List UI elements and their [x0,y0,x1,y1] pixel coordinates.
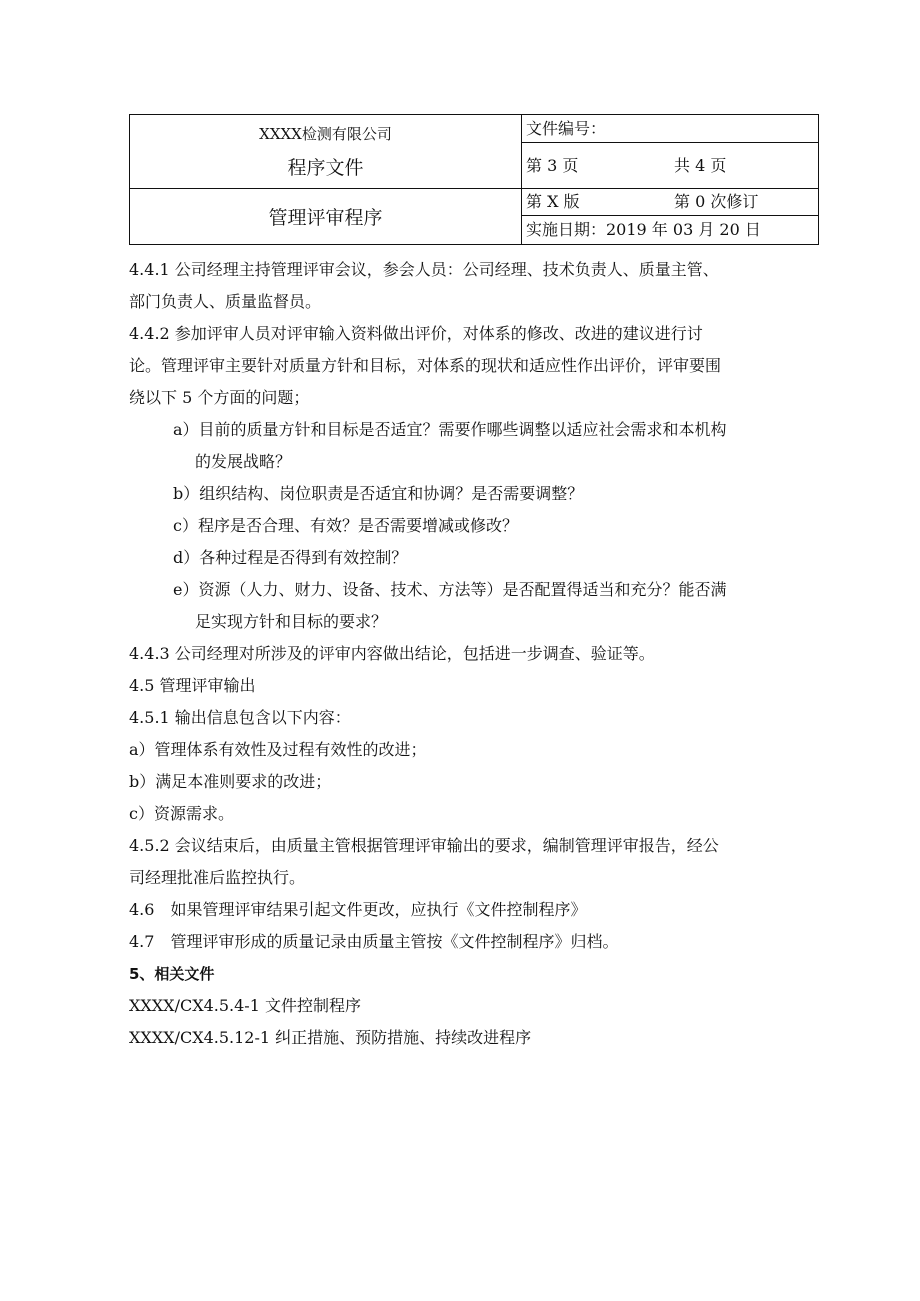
version-cell [522,189,819,245]
page-number: 第 3 页 [526,155,579,175]
section-4-5-heading: 4.5 管理评审输出 [129,676,256,695]
para-4-4-3: 4.4.3 公司经理对所涉及的评审内容做出结论，包括进一步调查、验证等。 [129,644,655,663]
item-e-line2: 足实现方针和目标的要求？ [195,612,388,631]
document-body [129,254,819,1054]
revision-label: 第 0 次修订 [674,192,759,211]
item-e-line1: e）资源（人力、财力、设备、技术、方法等）是否配置得适当和充分？能否满 [173,580,727,599]
total-pages: 共 4 页 [674,155,727,175]
company-doctype-cell [130,115,522,189]
para-4-4-1-line1: 4.4.1 公司经理主持管理评审会议，参会人员：公司经理、技术负责人、质量主管、 [129,260,719,279]
item-a-line1: a）目前的质量方针和目标是否适宜？需要作哪些调整以适应社会需求和本机构 [173,420,727,439]
company-name: XXXX检测有限公司 [259,124,392,143]
para-4-4-2-line3: 绕以下 5 个方面的问题； [129,388,310,407]
para-4-6-number: 4.6 [129,900,155,919]
item-c: c）程序是否合理、有效？是否需要增减或修改？ [173,516,518,535]
output-item-c: c）资源需求。 [129,804,234,823]
output-item-b: b）满足本准则要求的改进； [129,772,332,791]
para-4-5-2-line1: 4.5.2 会议结束后，由质量主管根据管理评审输出的要求，编制管理评审报告，经公 [129,836,719,855]
item-b: b）组织结构、岗位职责是否适宜和协调？是否需要调整？ [173,484,584,503]
para-4-7 [129,926,819,958]
doc-info-cell [522,115,819,189]
version-row [526,189,818,215]
para-4-4-2-line2: 论。管理评审主要针对质量方针和目标，对体系的现状和适应性作出评价，评审要围 [129,356,722,375]
output-item-a: a）管理体系有效性及过程有效性的改进； [129,740,427,759]
related-doc-1: XXXX/CX4.5.4-1 文件控制程序 [129,996,361,1015]
para-4-5-2-line2: 司经理批准后监控执行。 [129,868,306,887]
section-5-heading: 5、相关文件 [129,965,215,983]
document-title: 管理评审程序 [130,189,522,245]
related-doc-2: XXXX/CX4.5.12-1 纠正措施、预防措施、持续改进程序 [129,1028,532,1047]
para-4-6-text: 如果管理评审结果引起文件更改，应执行《文件控制程序》 [170,900,587,919]
para-4-4-2-line1: 4.4.2 参加评审人员对评审输入资料做出评价，对体系的修改、改进的建议进行讨 [129,324,703,343]
doc-number-label: 文件编号： [526,119,607,138]
document-header-table [129,114,819,245]
effective-date: 实施日期：2019 年 03 月 20 日 [522,215,818,244]
item-a-line2: 的发展战略？ [195,452,292,471]
para-4-7-number: 4.7 [129,932,155,951]
version-label: 第 X 版 [526,192,580,211]
para-4-5-1: 4.5.1 输出信息包含以下内容： [129,708,351,727]
para-4-7-text: 管理评审形成的质量记录由质量主管按《文件控制程序》归档。 [170,932,619,951]
item-d: d）各种过程是否得到有效控制？ [173,548,408,567]
document-type: 程序文件 [287,156,364,179]
para-4-6 [129,894,819,926]
page-info-row [522,142,818,188]
para-4-4-1-line2: 部门负责人、质量监督员。 [129,292,322,311]
